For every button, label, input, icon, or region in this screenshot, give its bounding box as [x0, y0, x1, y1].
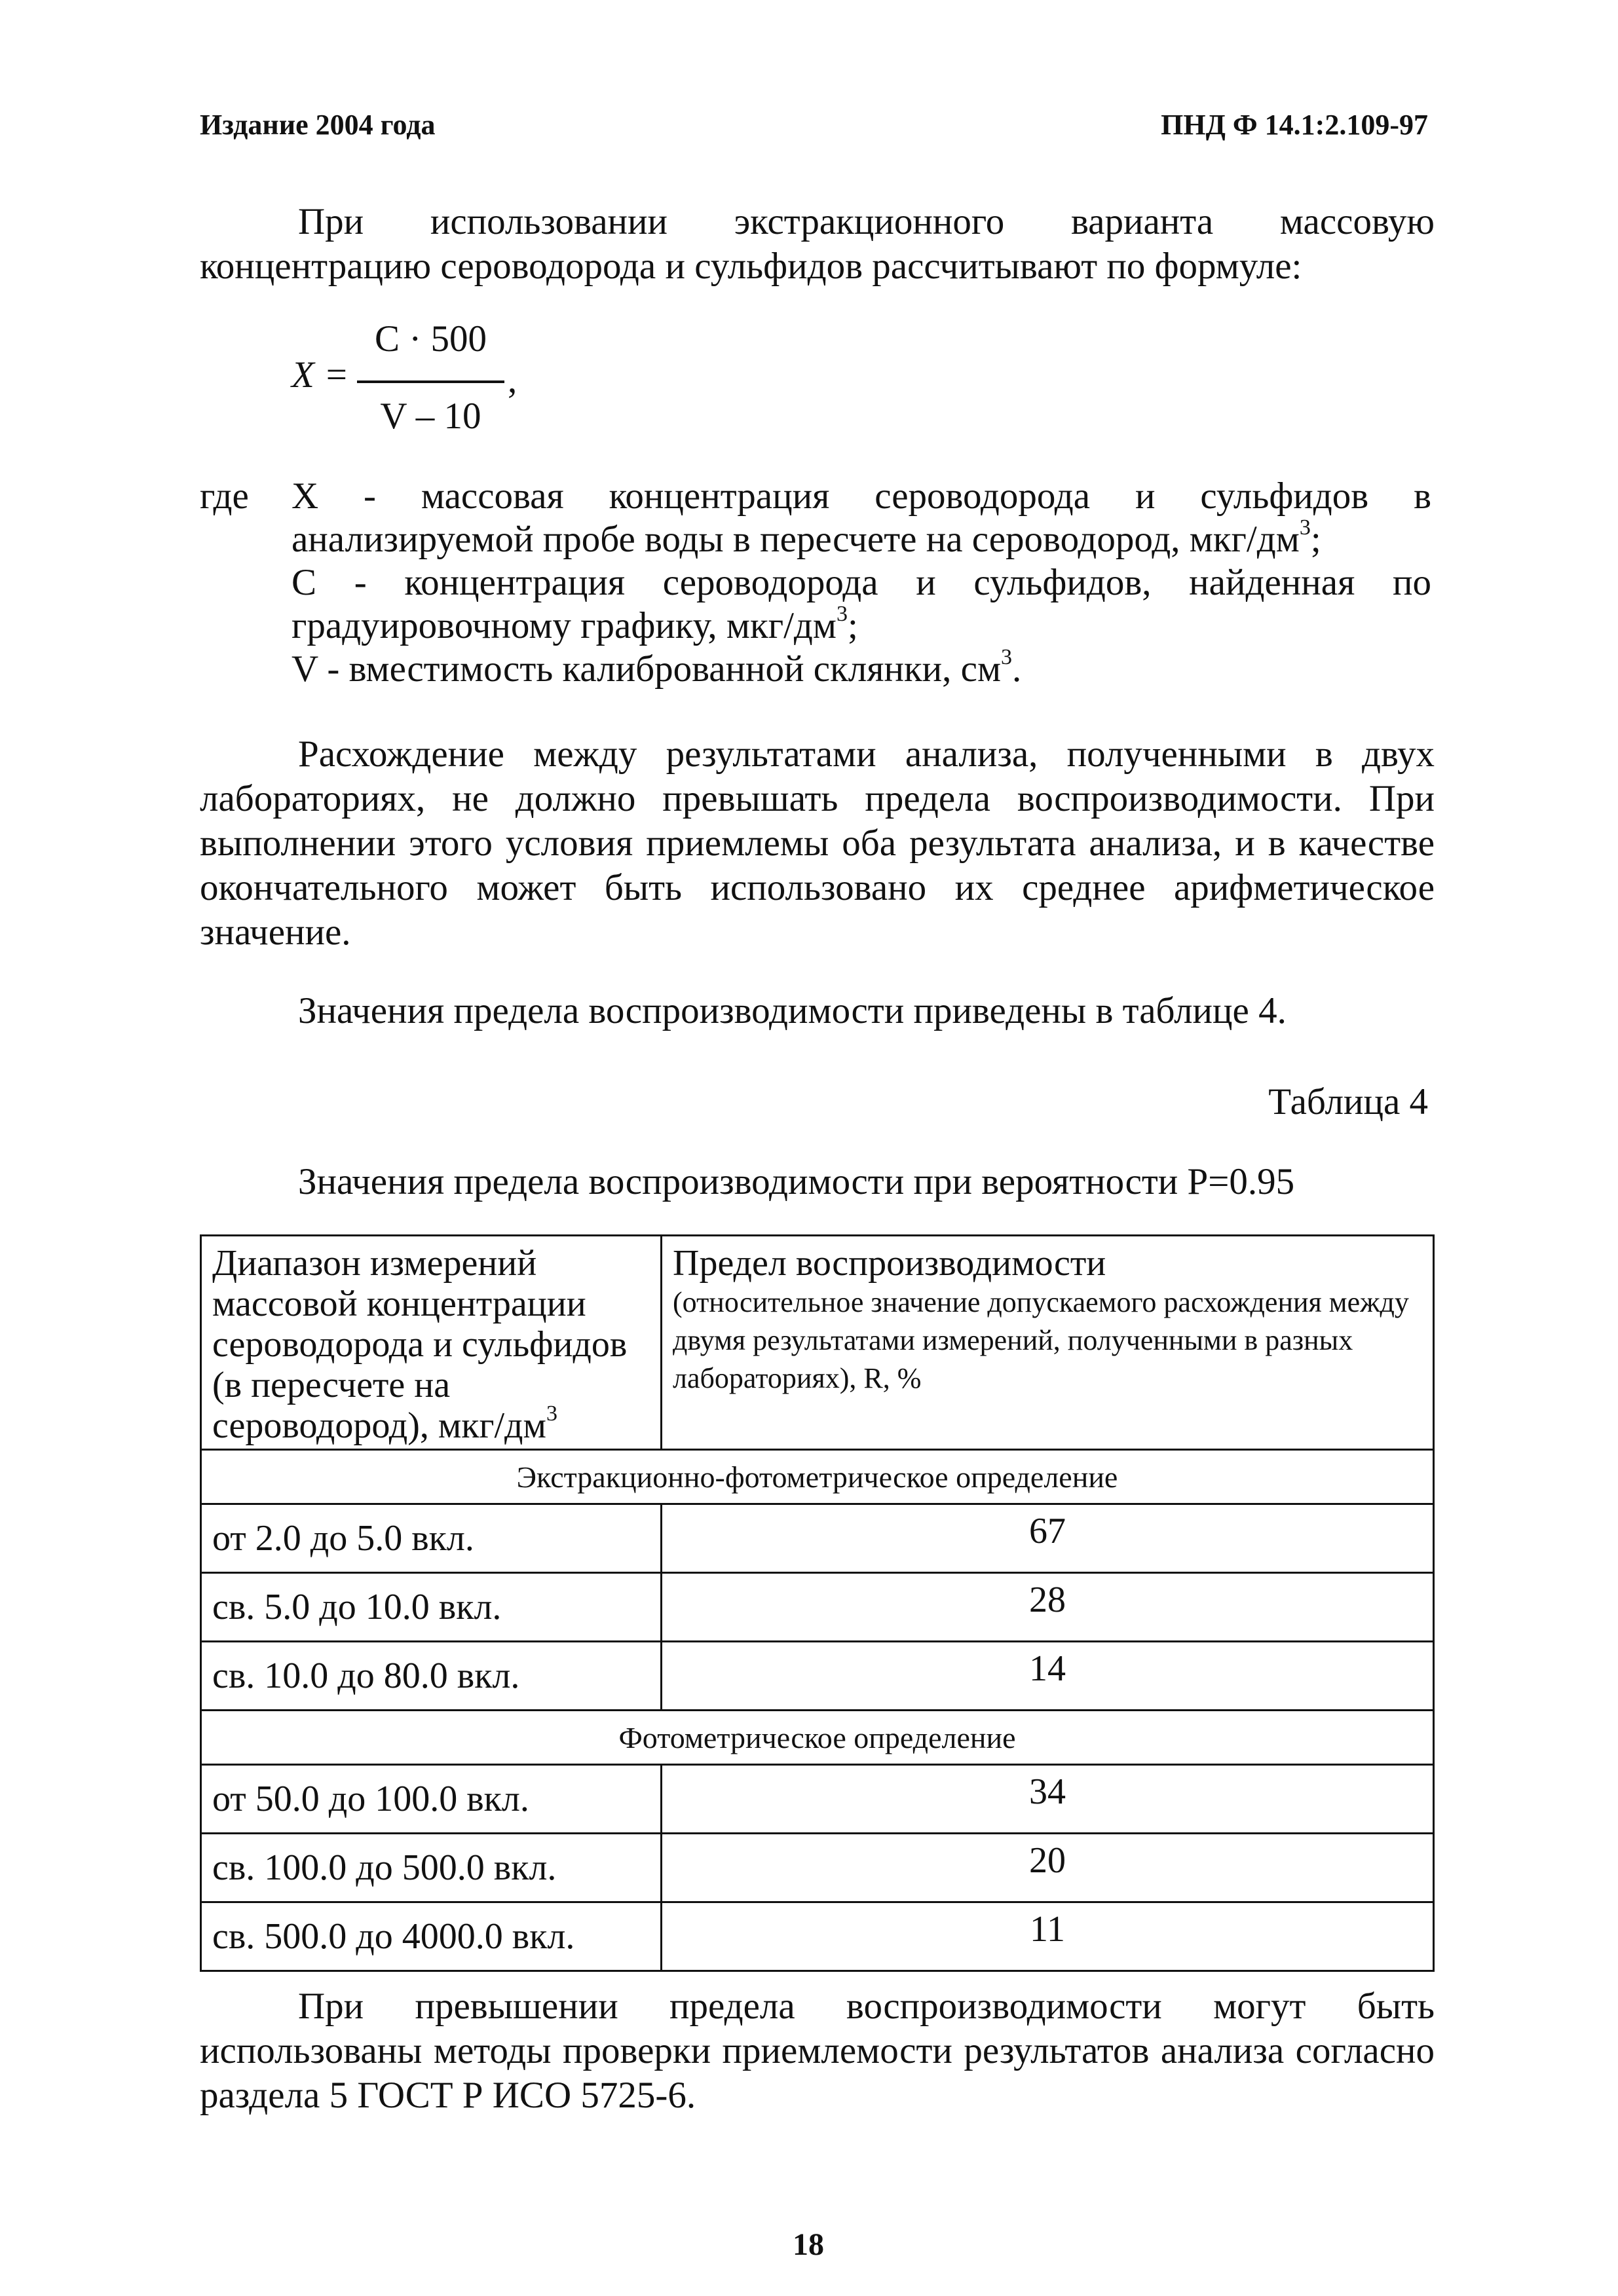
paragraph-exceed: [200, 1984, 1435, 2118]
value-cell: 28: [662, 1573, 1434, 1642]
document-code-header: ПНД Ф 14.1:2.109-97: [1161, 109, 1428, 141]
range-cell: св. 100.0 до 500.0 вкл.: [201, 1834, 662, 1902]
paragraph-discrepancy: [200, 732, 1435, 955]
header-range-sup: 3: [546, 1401, 557, 1426]
definition-v-sup: 3: [1001, 645, 1013, 669]
paragraph-exceed-text: При превышении предела воспроизводимости могут быть использованы методы проверки приемлемости результатов анализа согласно раздела 5 ГОСТ Р ИСО 5725-6.: [200, 1986, 1435, 2116]
value-cell: 67: [662, 1504, 1434, 1573]
paragraph-table-ref-text: Значения предела воспроизводимости приведены в таблице 4.: [298, 990, 1287, 1031]
range-cell: св. 5.0 до 10.0 вкл.: [201, 1573, 662, 1642]
section-title: Экстракционно-фотометрическое определение: [201, 1450, 1434, 1504]
table-section-row: [201, 1450, 1434, 1504]
paragraph-intro: [200, 200, 1435, 289]
paragraph-intro-text: При использовании экстракционного варианта массовую концентрацию сероводорода и сульфидов рассчитывают по формуле:: [200, 201, 1435, 287]
value-cell: 34: [662, 1765, 1434, 1834]
definition-x-end: ;: [1310, 519, 1321, 560]
paragraph-table-ref: [200, 989, 1435, 1033]
definition-c-sup: 3: [836, 602, 848, 626]
definition-x-text: X - массовая концентрация сероводорода и сульфидов в анализируемой пробе воды в пересчете на сероводород, мкг/дм: [292, 475, 1431, 560]
header-limit-note: (относительное значение допускаемого расхождения между двумя результатами измерений, полученными в разных лабораториях), R, %: [673, 1286, 1409, 1394]
header-limit-main: Предел воспроизводимости: [673, 1243, 1106, 1284]
table-title: Значения предела воспроизводимости при вероятности P=0.95: [298, 1161, 1295, 1202]
range-cell: св. 10.0 до 80.0 вкл.: [201, 1642, 662, 1711]
table-section-row: [201, 1711, 1434, 1765]
value-cell: 11: [662, 1902, 1434, 1971]
header-range: [201, 1236, 662, 1450]
definition-x-sup: 3: [1299, 515, 1311, 540]
formula-comma: ,: [508, 360, 517, 401]
definition-v-text: V - вместимость калиброванной склянки, см: [292, 648, 1002, 690]
header-range-text: Диапазон измерений массовой концентрации сероводорода и сульфидов (в пересчете на сероводород), мкг/дм: [212, 1243, 628, 1446]
where-label: где: [200, 475, 249, 517]
table-row: [201, 1642, 1434, 1711]
fraction-bar: [357, 380, 504, 383]
value-cell: 20: [662, 1834, 1434, 1902]
header-limit: [662, 1236, 1434, 1450]
table-row: [201, 1765, 1434, 1834]
table-row: [201, 1573, 1434, 1642]
reproducibility-table: [200, 1234, 1435, 1972]
definition-x: [200, 475, 1431, 561]
section-title: Фотометрическое определение: [201, 1711, 1434, 1765]
paragraph-discrepancy-text: Расхождение между результатами анализа, полученными в двух лабораториях, не должно превышать предела воспроизводимости. При выполнении этого условия приемлемы оба результата анализа, и в качестве окончательного может быть использовано их среднее арифметическое значение.: [200, 733, 1435, 953]
definition-c-text: С - концентрация сероводорода и сульфидов, найденная по градуировочному графику, мкг/дм: [292, 562, 1431, 646]
definition-v: [200, 645, 1431, 691]
formula-numerator: C · 500: [375, 318, 487, 360]
definition-c: [200, 561, 1431, 648]
table-row: [201, 1504, 1434, 1573]
definition-c-end: ;: [847, 605, 858, 646]
table-number: Таблица 4: [1268, 1081, 1428, 1122]
page-number: 18: [793, 2227, 824, 2262]
formula-denominator: V – 10: [380, 396, 481, 437]
definition-v-end: .: [1012, 648, 1022, 690]
table-row: [201, 1834, 1434, 1902]
range-cell: от 50.0 до 100.0 вкл.: [201, 1765, 662, 1834]
value-cell: 14: [662, 1642, 1434, 1711]
range-cell: от 2.0 до 5.0 вкл.: [201, 1504, 662, 1573]
range-cell: св. 500.0 до 4000.0 вкл.: [201, 1902, 662, 1971]
formula-lhs: X =: [292, 354, 349, 396]
definitions-block: [200, 475, 1431, 691]
edition-header: Издание 2004 года: [200, 109, 436, 141]
table-row: [201, 1902, 1434, 1971]
table-header-row: [201, 1236, 1434, 1450]
